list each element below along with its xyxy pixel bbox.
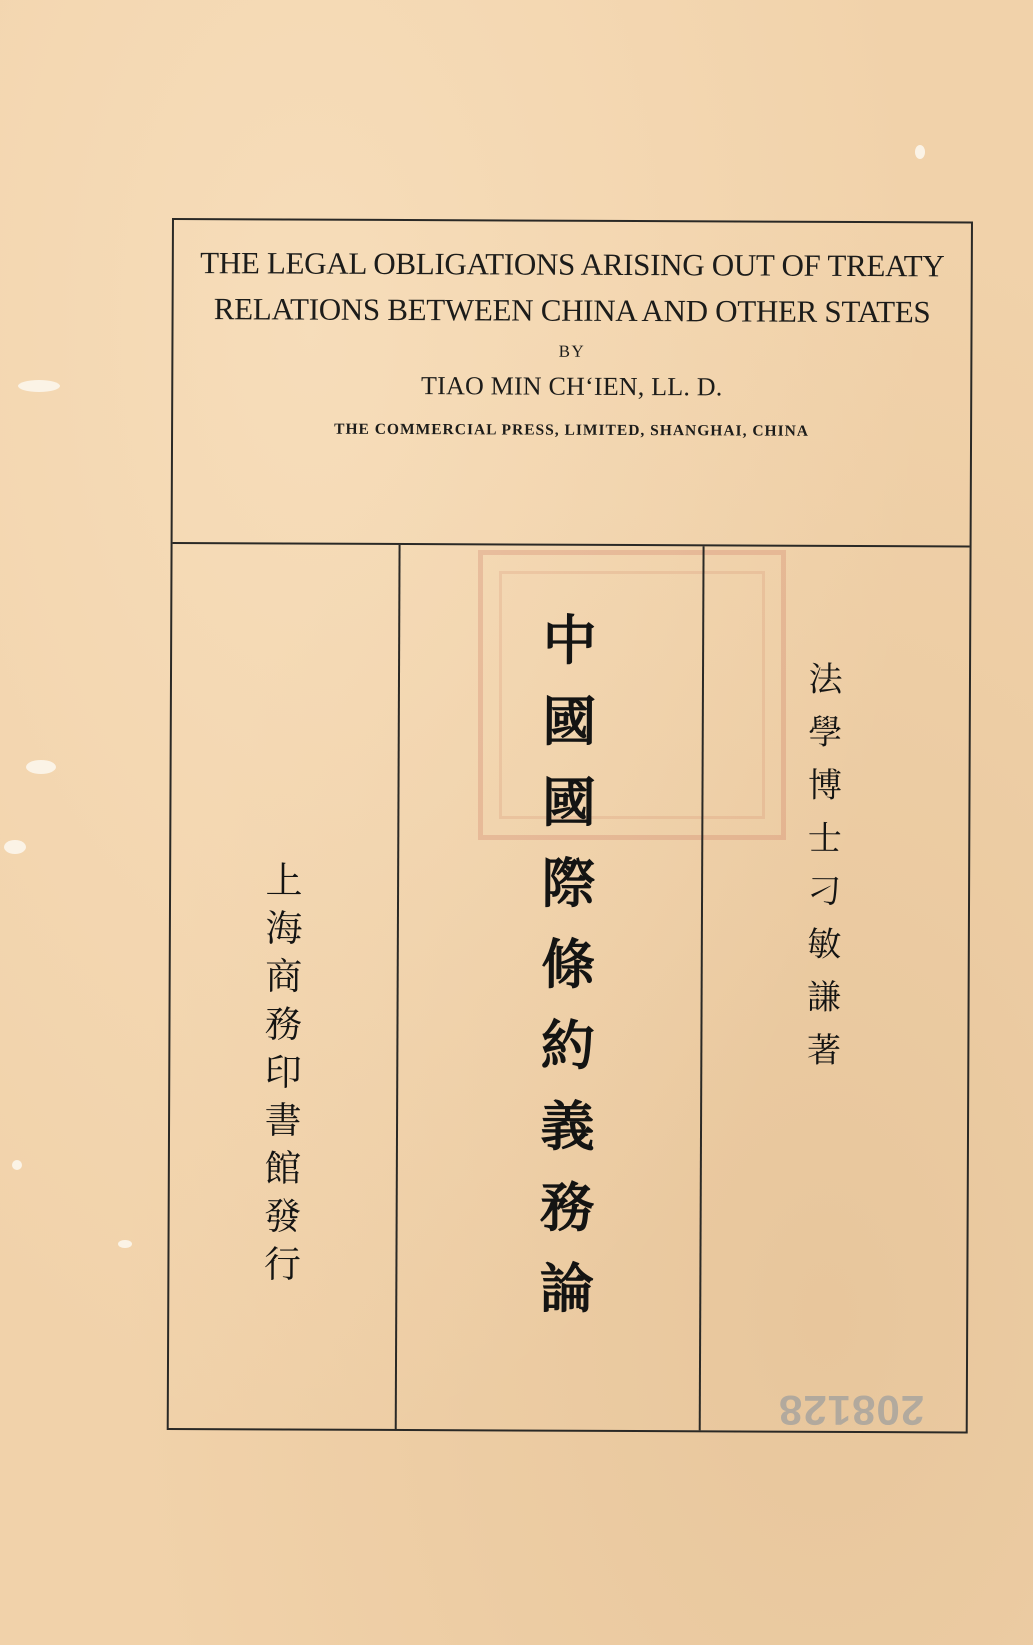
column-divider-right xyxy=(699,546,705,1430)
paper-damage-spot xyxy=(4,840,26,854)
paper-damage-spot xyxy=(26,760,56,774)
chinese-title: 中國國際條約義務論 xyxy=(531,611,599,1341)
paper-damage-spot xyxy=(18,380,60,392)
publisher-line: THE COMMERCIAL PRESS, LIMITED, SHANGHAI, CHINA xyxy=(334,420,810,440)
chinese-author: 法學博士刁敏謙著 xyxy=(800,660,843,1085)
paper-damage-spot xyxy=(118,1240,132,1248)
author-name: TIAO MIN CH‘IEN, LL. D. xyxy=(421,371,723,402)
chinese-publisher: 上海商務印書館發行 xyxy=(257,860,303,1293)
book-title: THE LEGAL OBLIGATIONS ARISING OUT OF TREATY RELATIONS BETWEEN CHINA AND OTHER STATES xyxy=(200,245,945,330)
column-divider-left xyxy=(395,545,401,1429)
cover-frame xyxy=(167,218,973,1433)
paper-damage-spot xyxy=(915,145,925,159)
english-title-block xyxy=(173,220,971,547)
paper-damage-spot xyxy=(12,1160,22,1170)
byline: BY xyxy=(558,341,586,361)
accession-number-stamp: 208128 xyxy=(778,1387,925,1434)
